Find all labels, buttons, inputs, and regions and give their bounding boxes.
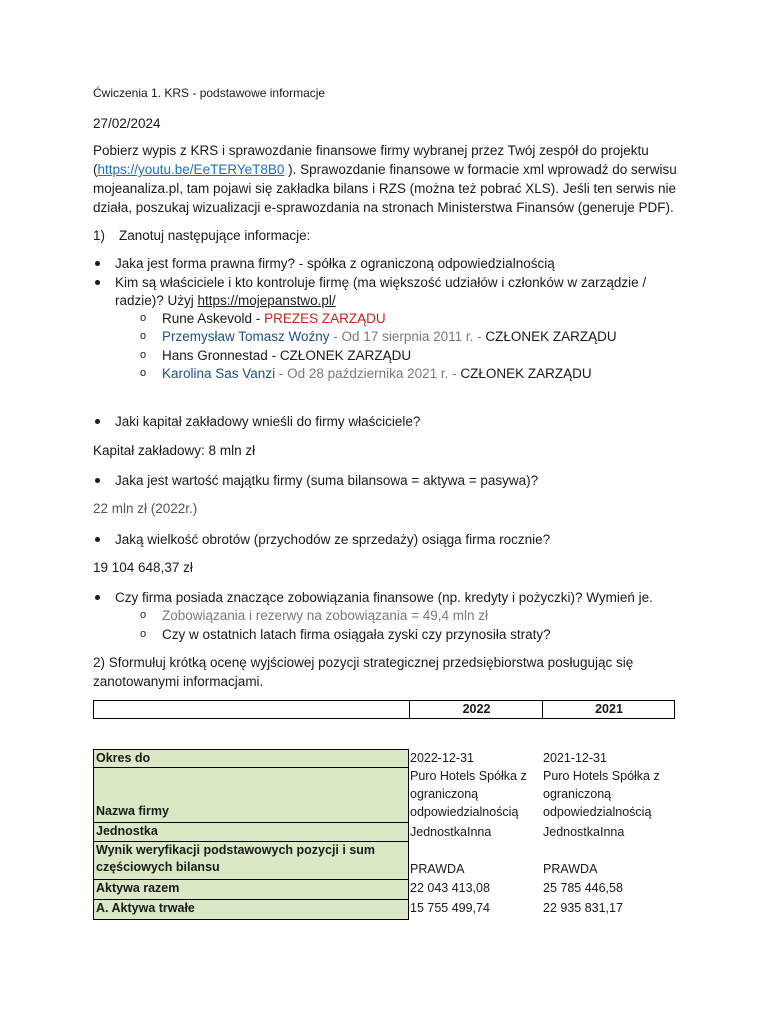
section2-line-2: zanotowanymi informacjami. (93, 674, 264, 689)
member-name: Karolina Sas Vanzi (162, 366, 276, 381)
value-company-2022-line1: Puro Hotels Spółka z (410, 769, 527, 783)
bullet-icon (95, 419, 100, 424)
intro-line-2-rest: ). Sprawozdanie finansowe w formacie xml wprowadź do serwisu (284, 162, 677, 177)
member-sep: - (329, 329, 342, 344)
value-total-assets-2022: 22 043 413,08 (410, 881, 490, 895)
liabilities-sub-2: Czy w ostatnich latach firma osiągała zyski czy przynosiła straty? (162, 627, 551, 642)
answer-capital: Kapitał zakładowy: 8 mln zł (93, 443, 256, 458)
bullet-icon (95, 478, 100, 483)
value-total-assets-2021: 25 785 446,58 (543, 881, 623, 895)
section2-line-1: 2) Sformułuj krótką ocenę wyjściowej pozycji strategicznej przedsiębiorstwa posługując się (93, 655, 634, 670)
board-member-2 (162, 327, 617, 346)
board-member-4 (162, 364, 592, 383)
year-header-table (93, 700, 675, 719)
bullet-icon (95, 537, 100, 542)
question-capital: Jaki kapitał zakładowy wnieśli do firmy właściciele? (115, 414, 421, 429)
intro-line-3: mojeanaliza.pl, tam pojawi się zakładka bilans i RZS (można też pobrać XLS). Jeśli ten serwis nie (93, 181, 677, 196)
circle-bullet-icon: o (140, 628, 147, 640)
member-role: CZŁONEK ZARZĄDU (485, 329, 617, 344)
owners-prefix: radzie)? Użyj (115, 293, 198, 308)
member-date: Od 17 sierpnia 2011 r. - (341, 329, 486, 344)
value-company-2021-line2: ograniczoną (543, 787, 612, 801)
member-role: CZŁONEK ZARZĄDU (279, 348, 412, 363)
value-unit-2021: JednostkaInna (543, 825, 625, 839)
member-role: PREZES ZARZĄDU (264, 311, 386, 326)
doc-date: 27/02/2024 (93, 116, 161, 131)
board-member-1 (162, 309, 386, 328)
circle-bullet-icon: o (140, 367, 147, 379)
value-unit-2022: JednostkaInna (410, 825, 492, 839)
circle-bullet-icon: o (140, 349, 147, 361)
value-fixed-assets-2022: 15 755 499,74 (410, 901, 490, 915)
value-fixed-assets-2021: 22 935 831,17 (543, 901, 623, 915)
paren: ( (93, 162, 98, 177)
section1-label: Zanotuj następujące informacje: (119, 228, 311, 243)
value-verification-2022: PRAWDA (410, 862, 465, 876)
youtube-link[interactable]: https://youtu.be/EeTERYeT8B0 (97, 162, 285, 177)
row-label-fixed-assets: A. Aktywa trwałe (93, 899, 409, 920)
value-company-2022-line3: odpowiedzialnością (410, 805, 519, 819)
intro-line-1: Pobierz wypis z KRS i sprawozdanie finansowe firmy wybranej przez Twój zespół do projektu (93, 143, 649, 158)
value-period-2022: 2022-12-31 (410, 751, 474, 765)
board-member-3 (162, 346, 411, 365)
question-assets: Jaka jest wartość majątku firmy (suma bilansowa = aktywa = pasywa)? (115, 473, 539, 488)
circle-bullet-icon: o (140, 330, 147, 342)
liabilities-sub-1: Zobowiązania i rezerwy na zobowiązania = 49,4 mln zł (162, 608, 489, 623)
header-cell-2021: 2021 (542, 701, 675, 718)
company-name-label: Nazwa firmy (96, 804, 169, 818)
row-label-company-name (93, 767, 409, 823)
row-label-period: Okres do (93, 749, 409, 768)
mojepanstwo-link[interactable]: https://mojepanstwo.pl/ (197, 293, 336, 308)
header-cell-empty (94, 701, 409, 718)
member-sep: - (267, 348, 280, 363)
row-label-unit: Jednostka (93, 822, 409, 842)
header-cell-2022: 2022 (409, 701, 543, 718)
value-company-2022-line2: ograniczoną (410, 787, 479, 801)
value-company-2021-line3: odpowiedzialnością (543, 805, 652, 819)
question-legal-form: Jaka jest forma prawna firmy? - spółka z ograniczoną odpowiedzialnością (115, 256, 555, 271)
member-name: Rune Askevold (162, 311, 253, 326)
member-name: Hans Gronnestad (162, 348, 268, 363)
verification-label-2: częściowych bilansu (96, 860, 220, 874)
member-date: Od 28 października 2021 r. - (287, 366, 461, 381)
member-sep: - (252, 311, 265, 326)
intro-line-4: działa, poszukaj wizualizacji e-sprawozdania na stronach Ministerstwa Finansów (generuje PDF). (93, 200, 674, 215)
answer-assets: 22 mln zł (2022r.) (93, 501, 198, 516)
question-owners-2 (115, 291, 336, 310)
member-sep: - (275, 366, 288, 381)
question-turnover: Jaką wielkość obrotów (przychodów ze sprzedaży) osiąga firma rocznie? (115, 532, 551, 547)
member-name: Przemysław Tomasz Woźny (162, 329, 330, 344)
value-period-2021: 2021-12-31 (543, 751, 607, 765)
doc-title: Ćwiczenia 1. KRS - podstawowe informacje (93, 86, 326, 100)
circle-bullet-icon: o (140, 609, 147, 621)
row-label-total-assets: Aktywa razem (93, 879, 409, 900)
value-company-2021-line1: Puro Hotels Spółka z (543, 769, 660, 783)
row-label-verification (93, 841, 409, 880)
section1-number: 1) (93, 228, 106, 243)
intro-line-2 (93, 160, 677, 179)
circle-bullet-icon: o (140, 312, 147, 324)
member-role: CZŁONEK ZARZĄDU (460, 366, 592, 381)
question-liabilities: Czy firma posiada znaczące zobowiązania finansowe (np. kredyty i pożyczki)? Wymień je. (115, 590, 653, 605)
bullet-icon (95, 261, 100, 266)
verification-label-1: Wynik weryfikacji podstawowych pozycji i sum (96, 843, 376, 857)
bullet-icon (95, 595, 100, 600)
value-verification-2021: PRAWDA (543, 862, 598, 876)
question-owners-1: Kim są właściciele i kto kontroluje firmę (ma większość udziałów i członków w zarządzie / (115, 275, 647, 290)
answer-turnover: 19 104 648,37 zł (93, 560, 193, 575)
bullet-icon (95, 280, 100, 285)
